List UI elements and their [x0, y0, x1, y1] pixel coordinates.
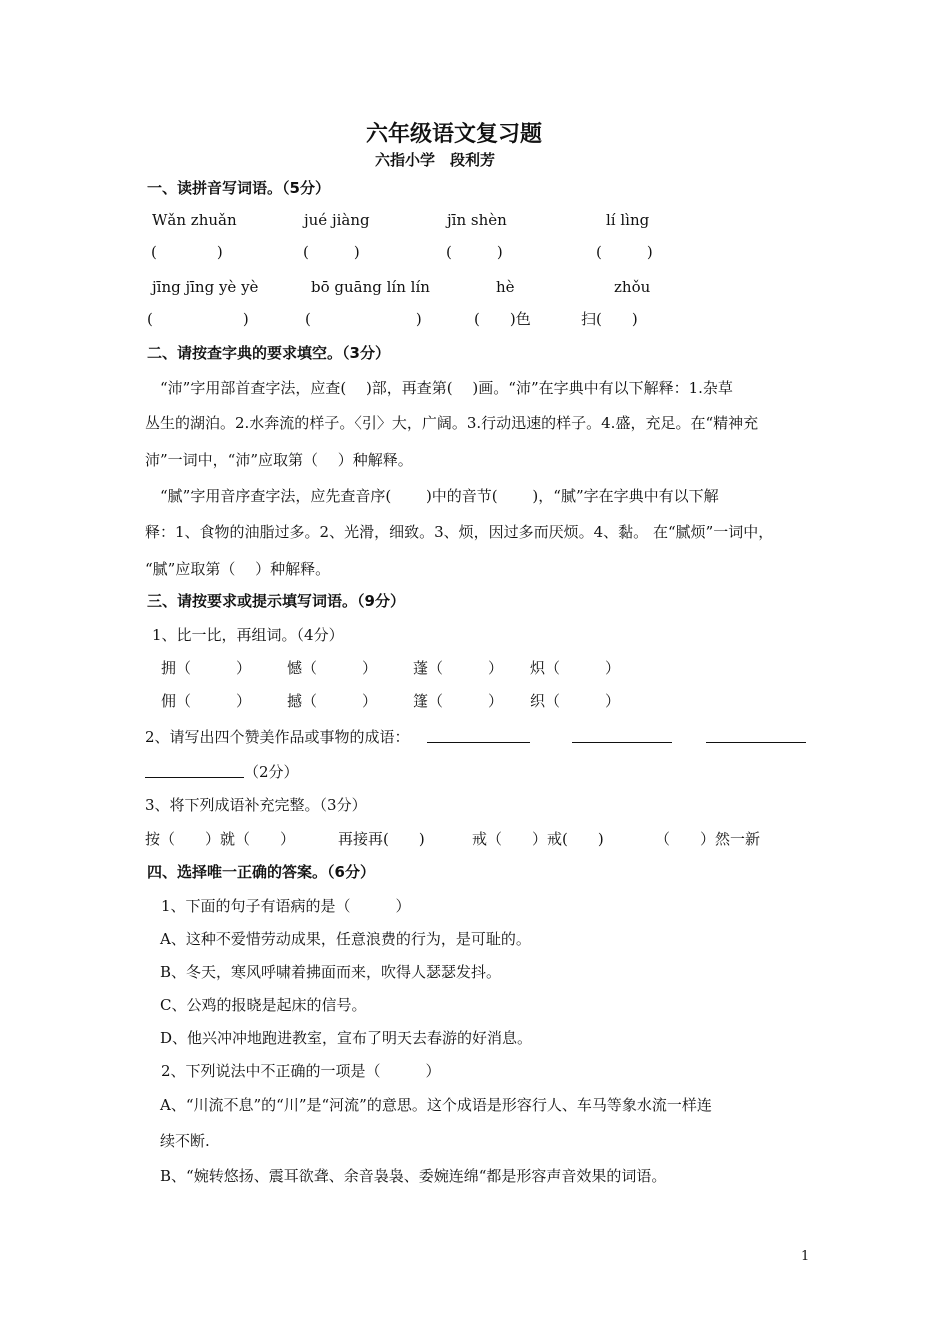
section-4-heading: 四、选择唯一正确的答案。（6分）	[147, 863, 375, 881]
answer-line[interactable]	[706, 742, 806, 743]
answer-blank[interactable]: ( )色	[474, 310, 531, 328]
question-line: 1、下面的句子有语病的是（ ）	[161, 897, 411, 915]
paragraph-line: 丛生的湖泊。2.水奔流的样子。〈引〉大，广阔。3.行动迅速的样子。4.盛，充足。在“精神充	[145, 414, 759, 432]
pinyin-2: jué jiàng	[304, 211, 370, 229]
option-line: D、他兴冲冲地跑进教室，宣布了明天去春游的好消息。	[160, 1029, 533, 1047]
page-title: 六年级语文复习题	[366, 122, 543, 147]
pinyin-5: jīng jīng yè yè	[152, 278, 259, 296]
answer-line[interactable]	[572, 742, 672, 743]
paragraph-line: 释：1、食物的油脂过多。2、光滑，细致。3、烦，因过多而厌烦。4、黏。 在“腻烦”一词中，	[145, 523, 774, 541]
word-item[interactable]: 佣（ ）	[161, 692, 252, 710]
paragraph-line: “腻”字用音序查字法，应先查音序( )中的音节( )，“腻”字在字典中有以下解	[160, 487, 719, 505]
word-item[interactable]: 炽（ ）	[530, 659, 621, 677]
pinyin-8: zhǒu	[614, 278, 651, 296]
answer-blank[interactable]: ( )	[596, 243, 653, 261]
answer-blank[interactable]: 扫( )	[581, 310, 638, 328]
option-line: C、公鸡的报晓是起床的信号。	[160, 996, 367, 1014]
section-1-heading: 一、读拼音写词语。（5分）	[147, 179, 330, 197]
option-line: A、“川流不息”的“川”是“河流”的意思。这个成语是形容行人、车马等象水流一样连	[160, 1096, 712, 1114]
answer-blank[interactable]: ( )	[303, 243, 360, 261]
paragraph-line: “沛”字用部首查字法，应查( )部，再查第( )画。“沛”在字典中有以下解释：1.杂草	[160, 379, 733, 397]
idiom-item[interactable]: （ ）然一新	[655, 830, 761, 848]
section-2-heading: 二、请按查字典的要求填空。（3分）	[147, 344, 390, 362]
question-1: 1、比一比，再组词。（4分）	[152, 626, 344, 644]
idiom-item[interactable]: 再接再( )	[338, 830, 425, 848]
answer-line[interactable]	[427, 742, 530, 743]
answer-line[interactable]	[145, 777, 244, 778]
pinyin-1: Wǎn zhuǎn	[152, 211, 237, 229]
pinyin-7: hè	[496, 278, 515, 296]
question-line: 2、下列说法中不正确的一项是（ ）	[161, 1062, 441, 1080]
idiom-item[interactable]: 戒（ ）戒( )	[472, 830, 604, 848]
question-2: 2、请写出四个赞美作品或事物的成语：	[145, 728, 410, 746]
option-line: B、冬天，寒风呼啸着拂面而来，吹得人瑟瑟发抖。	[160, 963, 502, 981]
paragraph-line: 沛”一词中，“沛”应取第（ ）种解释。	[145, 451, 413, 469]
paragraph-line: “腻”应取第（ ）种解释。	[145, 560, 331, 578]
option-line: 续不断.	[160, 1132, 210, 1150]
section-3-heading: 三、请按要求或提示填写词语。（9分）	[147, 592, 405, 610]
question-3: 3、将下列成语补充完整。（3分）	[145, 796, 367, 814]
option-line: B、“婉转悠扬、震耳欲聋、余音袅袅、委婉连绵“都是形容声音效果的词语。	[160, 1167, 667, 1185]
word-item[interactable]: 蓬（ ）	[413, 659, 504, 677]
page-number: 1	[801, 1249, 810, 1264]
pinyin-6: bō guāng lín lín	[311, 278, 430, 296]
answer-blank[interactable]: ( )	[446, 243, 503, 261]
word-item[interactable]: 拥（ ）	[161, 659, 252, 677]
word-item[interactable]: 撼（ ）	[287, 692, 378, 710]
pinyin-3: jīn shèn	[447, 211, 507, 229]
pinyin-4: lí lìng	[606, 211, 650, 229]
option-line: A、这种不爱惜劳动成果，任意浪费的行为，是可耻的。	[160, 930, 531, 948]
word-item[interactable]: 憾（ ）	[287, 659, 378, 677]
answer-blank[interactable]: ( )	[151, 243, 223, 261]
author-line: 六指小学 段利芳	[375, 151, 496, 169]
idiom-item[interactable]: 按（ ）就（ ）	[145, 830, 296, 848]
answer-blank[interactable]: ( )	[147, 310, 249, 328]
word-item[interactable]: 篷（ ）	[413, 692, 504, 710]
score-note: （2分）	[244, 763, 299, 781]
answer-blank[interactable]: ( )	[305, 310, 422, 328]
word-item[interactable]: 织（ ）	[530, 692, 621, 710]
